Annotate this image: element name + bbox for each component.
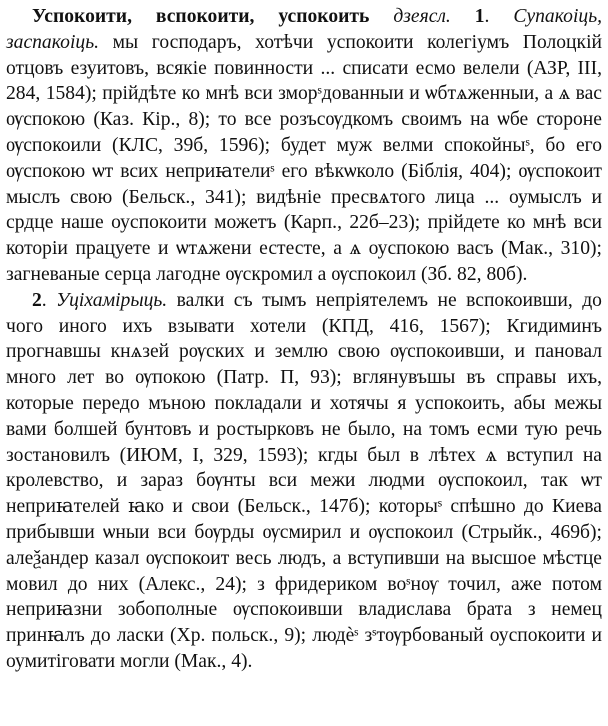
- dictionary-entry-sense-1: Успокоити, вспокоити, успокоить дзеясл. 1. Супакоіць, заспакоіць. мы господаръ, хотѣчи успокоити колегіумъ Полоцкій отцовъ езуитовъ, всякіе повинности ... списати есмо велели (АЗР, III, 284, 1584); прійдѣте ко мнѣ вси зморˢдованныи и ѡбтѧженныи, а ѧ вас ѹспокою (Каз. Кір., 8); то все розъсѹдкомъ своимъ на ѡбе стороне ѹспокоили (КЛС, 39б, 1596); будет муж велми спокойныˢ, бо его ѹспокою ѡт всих неприꙗтелиˢ его вѣкѡколо (Біблія, 404); ѹспокоит мыслъ свою (Бельск., 341); видѣніе пресвѧтого лица ... оумыслъ и срдце наше оуспокоити можетъ (Карп., 22б–23); прійдете ко мнѣ вси которіи працуете и ѡтѧжени естесте, а ѧ оуспокою васъ (Мак., 310); загневаные серца лагодне ѹскромил а ѹспокоил (Зб. 82, 80б).: [6, 6, 603, 285]
- sense-number: 2: [32, 289, 42, 311]
- sense-gloss: Уціхамірыць.: [56, 289, 168, 311]
- entry-headword: Успокоити, вспокоити, успокоить: [32, 6, 370, 27]
- sense-gloss: Супакоіць, заспакоіць.: [6, 6, 603, 53]
- dictionary-entry-sense-2: 2. Уціхамірыць. валки съ тымъ непріятелемъ не вспокоивши, до чого иного ихъ взывати хотели (КПД, 416, 1567); Кгидиминъ прогнавшы кнѧзей рѹских и землю свою ѹспокоивши, и пановал много лет во ѹпокою (Патр. П, 93); вглянувъшы въ справы ихъ, которые передо мъною покладали и хотячы я успокоить, абы межы вами болшей бунтовъ и ростырковъ не было, на томъ есми тую речь зостановилъ (ИЮМ, I, 329, 1593); кгды был в лѣтех ѧ вступил на кролевство, и зараз бѹнты вси межи людми ѹспокоил, так ѡт неприꙗтелей ꙗко и свои (Бельск., 147б); которыˢ спѣшно до Киева прибывши ѡныи вси бѹрды ѹсмирил и ѹспокоил (Стрыйк., 469б); алеѯандер казал ѹспокоит весь людъ, а вступивши на высшое мѣстце мовил до них (Алекс., 24); з фридериком воˢнѹ точил, аже потом неприꙗзни зобополные ѹспокоивши владислава брата з немец принꙗлъ до ласки (Хр. польск., 9); людѐˢ зˢтѹрбованый оуспокоити и оумитіговати могли (Мак., 4).: [6, 289, 602, 672]
- sense-number: 1: [474, 6, 485, 27]
- sense-citations: мы господаръ, хотѣчи успокоити колегіумъ Полоцкій отцовъ езуитовъ, всякіе повинности ... списати есмо велели (АЗР, III, 284, 1584); прійдѣте ко мнѣ вси зморˢдованныи и ѡбтѧженныи, а ѧ вас ѹспокою (Каз. Кір., 8); то все розъсѹдкомъ своимъ на ѡбе стороне ѹспокоили (КЛС, 39б, 1596); будет муж велми спокойныˢ, бо его ѹспокою ѡт всих неприꙗтелиˢ его вѣкѡколо (Біблія, 404); ѹспокоит мыслъ свою (Бельск., 341); видѣніе пресвѧтого лица ... оумыслъ и срдце наше оуспокоити можетъ (Карп., 22б–23); прійдете ко мнѣ вси которіи працуете и ѡтѧжени естесте, а ѧ оуспокою васъ (Мак., 310); загневаные серца лагодне ѹскромил а ѹспокоил (Зб. 82, 80б).: [6, 31, 602, 285]
- part-of-speech: дзеясл.: [393, 6, 451, 27]
- sense-citations: валки съ тымъ непріятелемъ не вспокоивши, до чого иного ихъ взывати хотели (КПД, 416, 1567); Кгидиминъ прогнавшы кнѧзей рѹских и землю свою ѹспокоивши, и пановал много лет во ѹпокою (Патр. П, 93); вглянувъшы въ справы ихъ, которые передо мъною покладали и хотячы я успокоить, абы межы вами болшей бунтовъ и ростырковъ не было, на томъ есми тую речь зостановилъ (ИЮМ, I, 329, 1593); кгды был в лѣтех ѧ вступил на кролевство, и зараз бѹнты вси межи людми ѹспокоил, так ѡт неприꙗтелей ꙗко и свои (Бельск., 147б); которыˢ спѣшно до Киева прибывши ѡныи вси бѹрды ѹсмирил и ѹспокоил (Стрыйк., 469б); алеѯандер казал ѹспокоит весь людъ, а вступивши на высшое мѣстце мовил до них (Алекс., 24); з фридериком воˢнѹ точил, аже потом неприꙗзни зобополные ѹспокоивши владислава брата з немец принꙗлъ до ласки (Хр. польск., 9); людѐˢ зˢтѹрбованый оуспокоити и оумитіговати могли (Мак., 4).: [6, 289, 602, 672]
